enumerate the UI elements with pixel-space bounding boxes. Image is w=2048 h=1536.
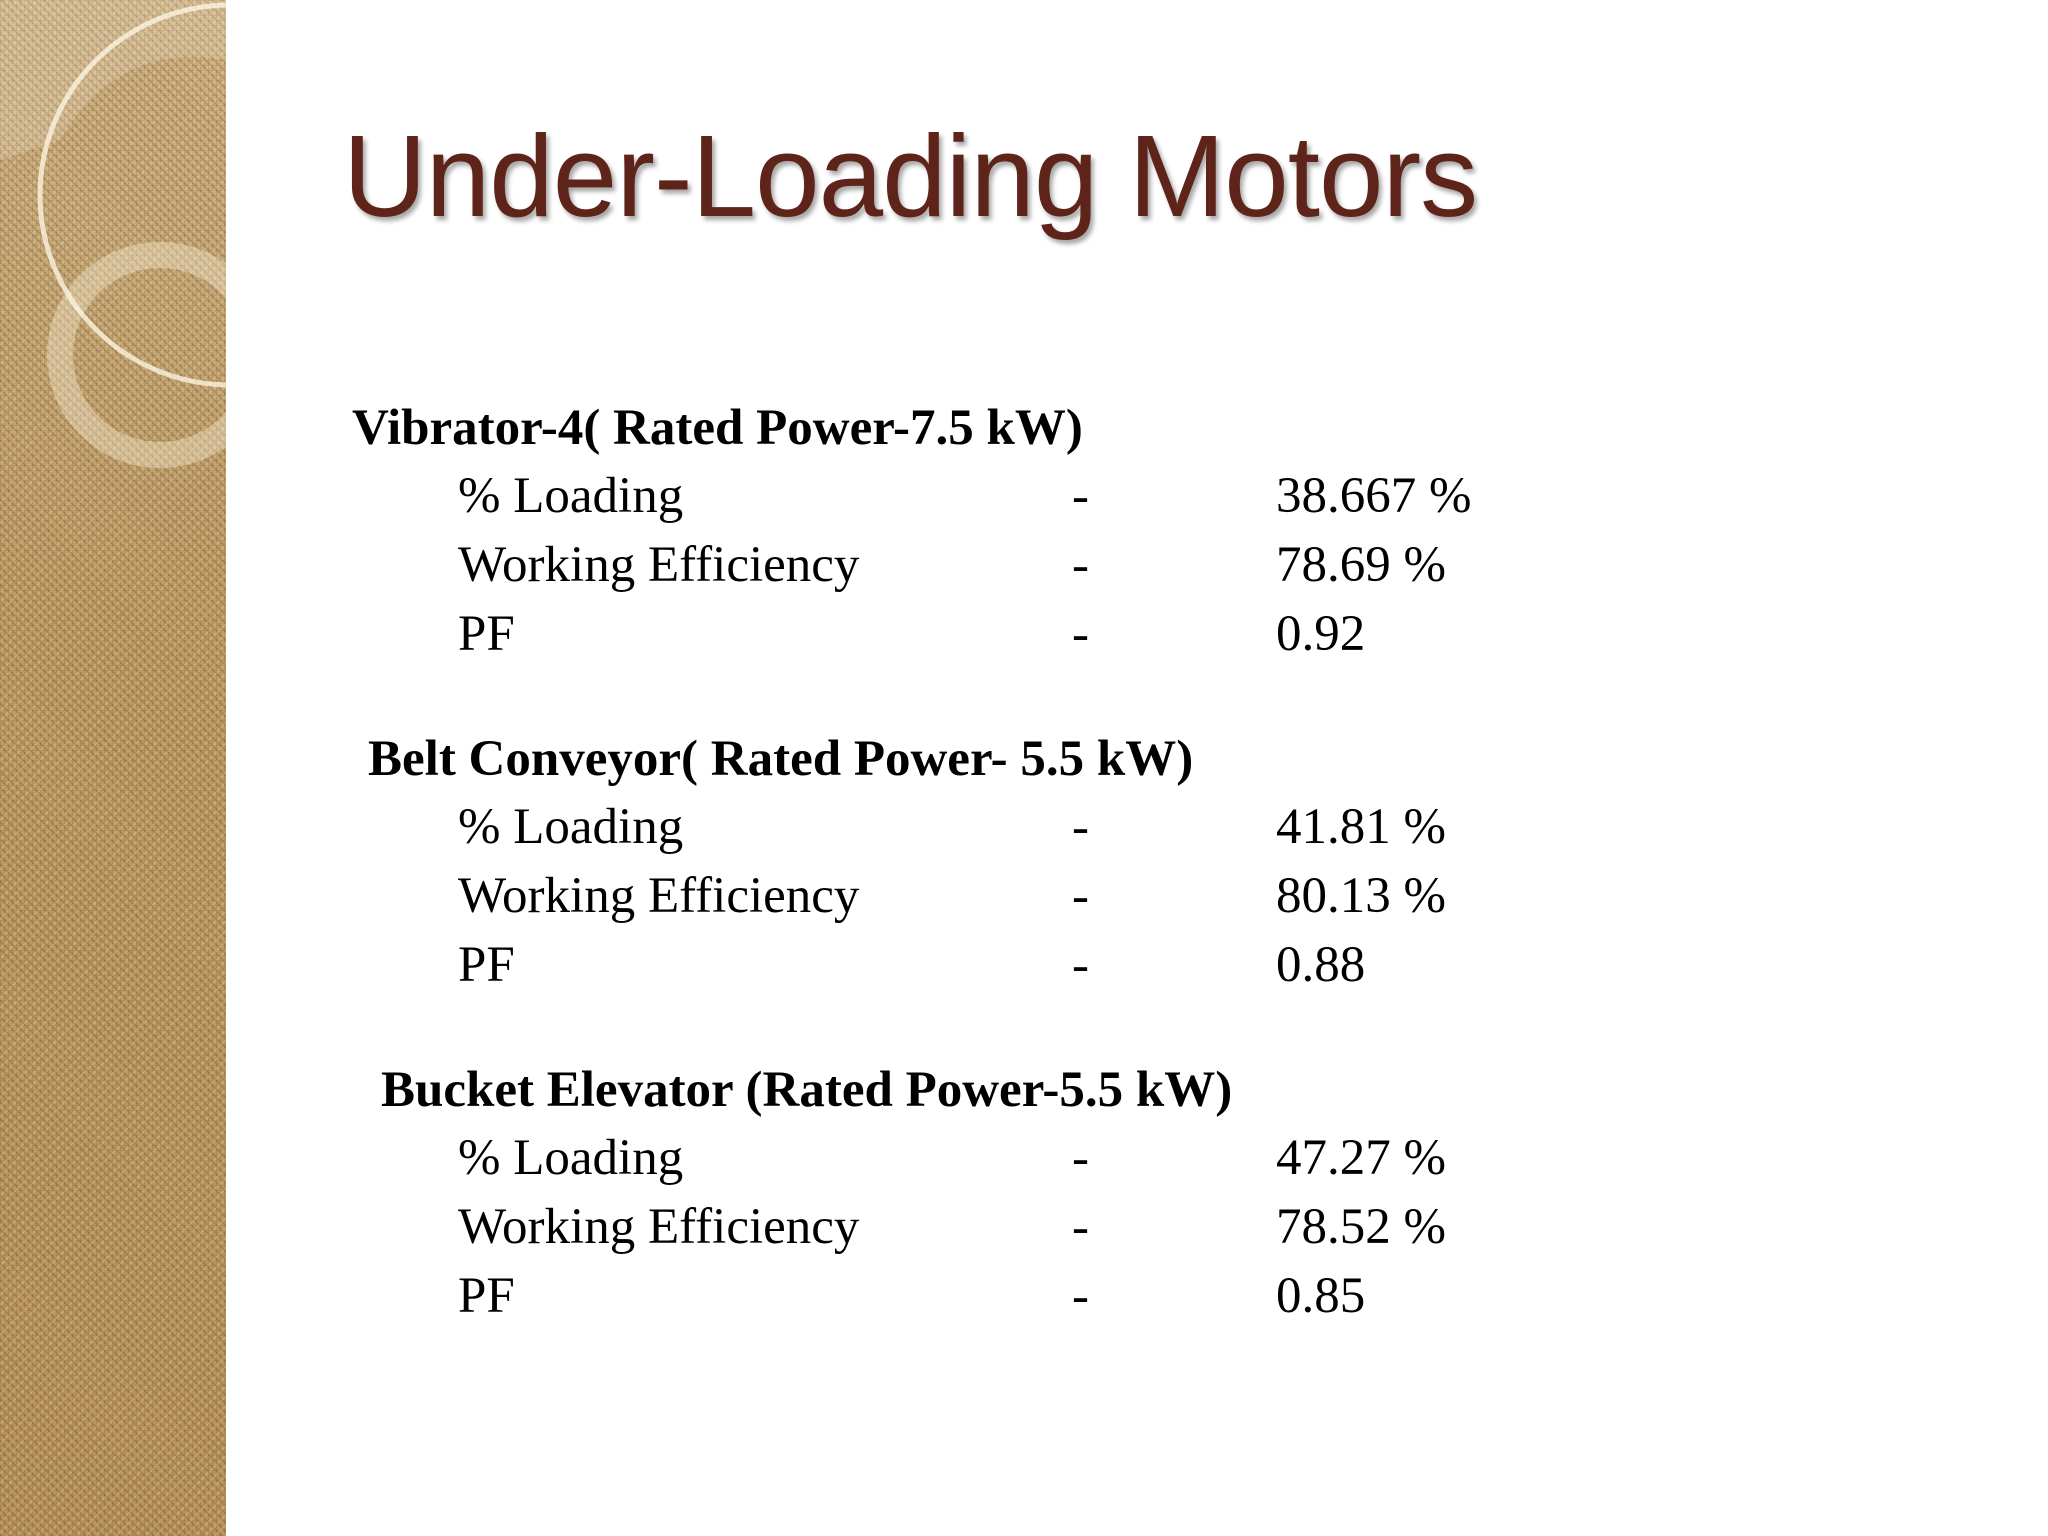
metric-separator: - [1072,799,1089,855]
metric-label: % Loading [458,1130,684,1186]
motor-heading: Bucket Elevator (Rated Power-5.5 kW) [381,1062,1233,1118]
metric-value: 47.27 % [1276,1130,1446,1186]
metric-row [352,462,1852,531]
metric-value: 0.92 [1276,606,1366,662]
metric-label: % Loading [458,468,684,524]
motor-list [352,394,1852,1387]
metric-label: % Loading [458,799,684,855]
metric-row [368,862,1852,931]
motor-heading: Vibrator-4( Rated Power-7.5 kW) [352,400,1083,456]
metric-value: 80.13 % [1276,868,1446,924]
motor-group-vibrator [352,394,1852,669]
metric-separator: - [1072,868,1089,924]
metric-row [381,1262,1852,1331]
metric-value: 78.69 % [1276,537,1446,593]
metric-separator: - [1072,606,1089,662]
metric-value: 0.88 [1276,937,1366,993]
decorative-rings [0,0,226,520]
metric-value: 78.52 % [1276,1199,1446,1255]
metric-separator: - [1072,1130,1089,1186]
motor-group-belt-conveyor [352,725,1852,1000]
metric-label: PF [458,606,515,662]
motor-heading: Belt Conveyor( Rated Power- 5.5 kW) [368,731,1194,787]
metric-row [368,931,1852,1000]
metric-label: Working Efficiency [458,868,860,924]
metric-row [352,531,1852,600]
metric-row [352,600,1852,669]
metric-row [381,1124,1852,1193]
metric-value: 0.85 [1276,1268,1366,1324]
metric-separator: - [1072,1199,1089,1255]
metric-label: Working Efficiency [458,1199,860,1255]
metric-separator: - [1072,1268,1089,1324]
metric-row [381,1193,1852,1262]
metric-value: 41.81 % [1276,799,1446,855]
metric-label: Working Efficiency [458,537,860,593]
metric-label: PF [458,1268,515,1324]
slide-title: Under-Loading Motors [343,111,1478,241]
metric-label: PF [458,937,515,993]
metric-separator: - [1072,937,1089,993]
metric-separator: - [1072,468,1089,524]
metric-row [368,793,1852,862]
metric-separator: - [1072,537,1089,593]
motor-group-bucket-elevator [352,1056,1852,1331]
metric-value: 38.667 % [1276,468,1472,524]
